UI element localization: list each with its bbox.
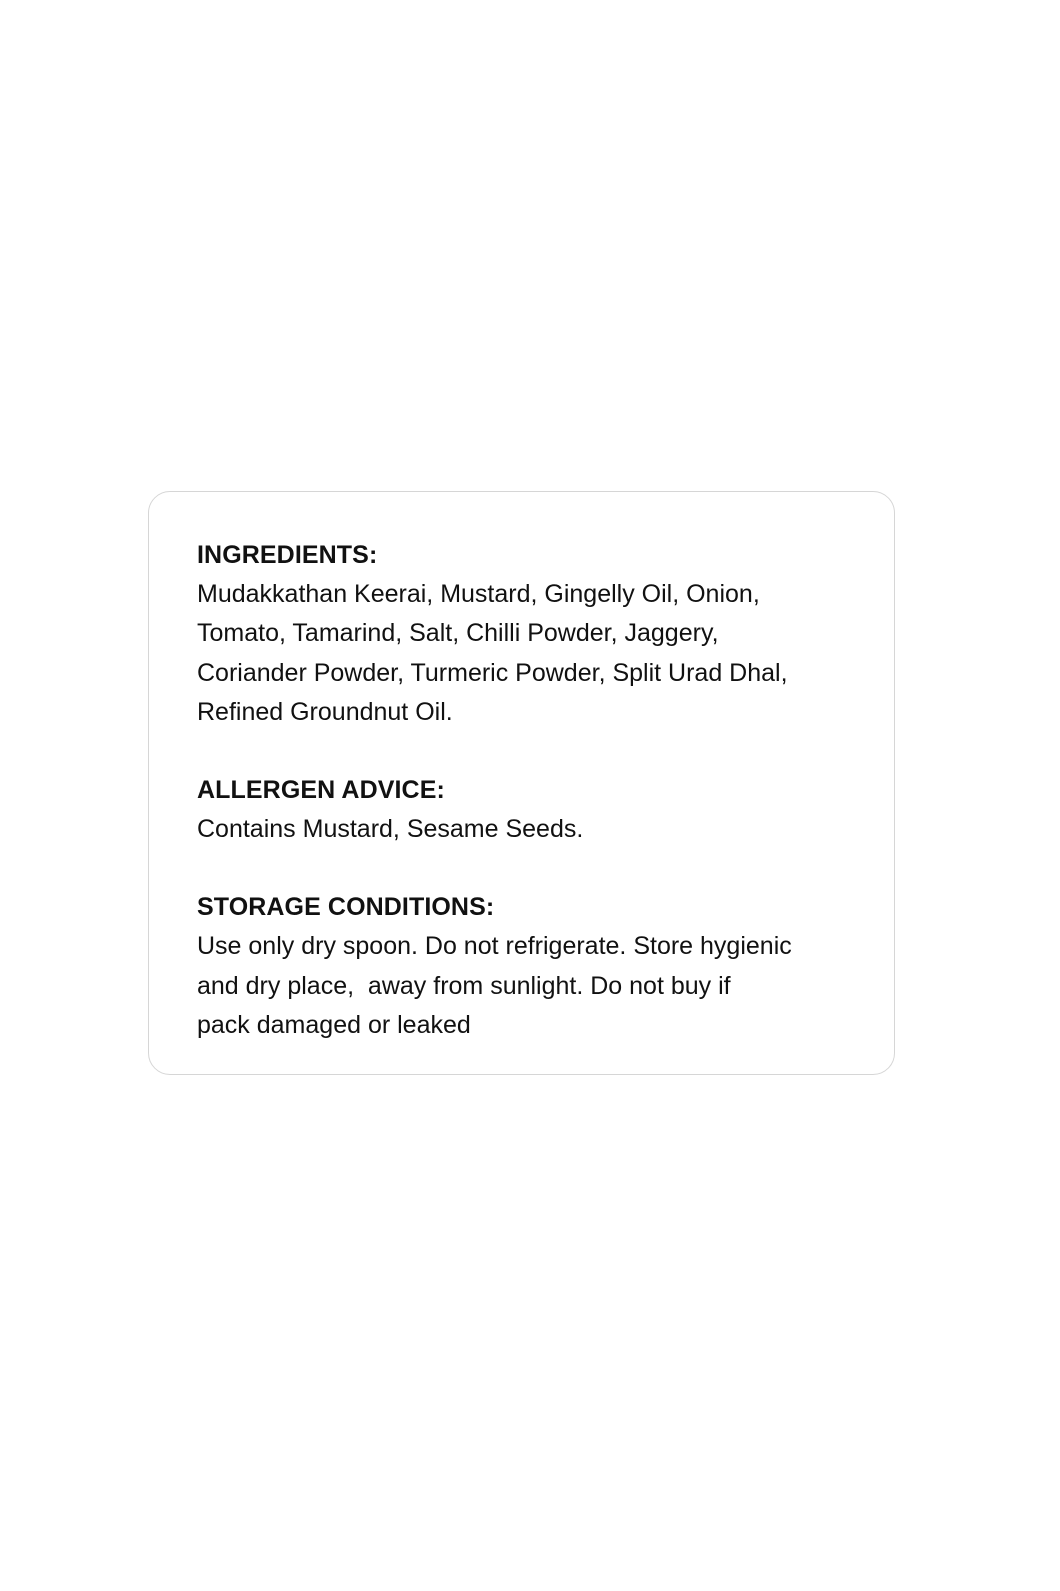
- allergen-line: Contains Mustard, Sesame Seeds.: [197, 815, 584, 844]
- ingredients-line: Refined Groundnut Oil.: [197, 697, 453, 726]
- section-spacer: [197, 849, 846, 888]
- ingredients-heading: INGREDIENTS:: [197, 541, 378, 569]
- storage-line: Use only dry spoon. Do not refrigerate. Store hygienic: [197, 932, 792, 961]
- allergen-heading: ALLERGEN ADVICE:: [197, 776, 445, 805]
- allergen-section: [197, 771, 846, 849]
- storage-line: pack damaged or leaked: [197, 1011, 471, 1040]
- product-info-card: [148, 491, 895, 1075]
- ingredients-line: Mudakkathan Keerai, Mustard, Gingelly Oil, Onion,: [197, 580, 760, 608]
- storage-section: [197, 888, 846, 1045]
- section-spacer: [197, 732, 846, 771]
- ingredients-line: Tomato, Tamarind, Salt, Chilli Powder, Jaggery,: [197, 619, 719, 648]
- storage-line: and dry place, away from sunlight. Do not buy if: [197, 971, 731, 1000]
- storage-heading: STORAGE CONDITIONS:: [197, 893, 495, 922]
- ingredients-section: [197, 536, 846, 732]
- ingredients-line: Coriander Powder, Turmeric Powder, Split Urad Dhal,: [197, 658, 788, 687]
